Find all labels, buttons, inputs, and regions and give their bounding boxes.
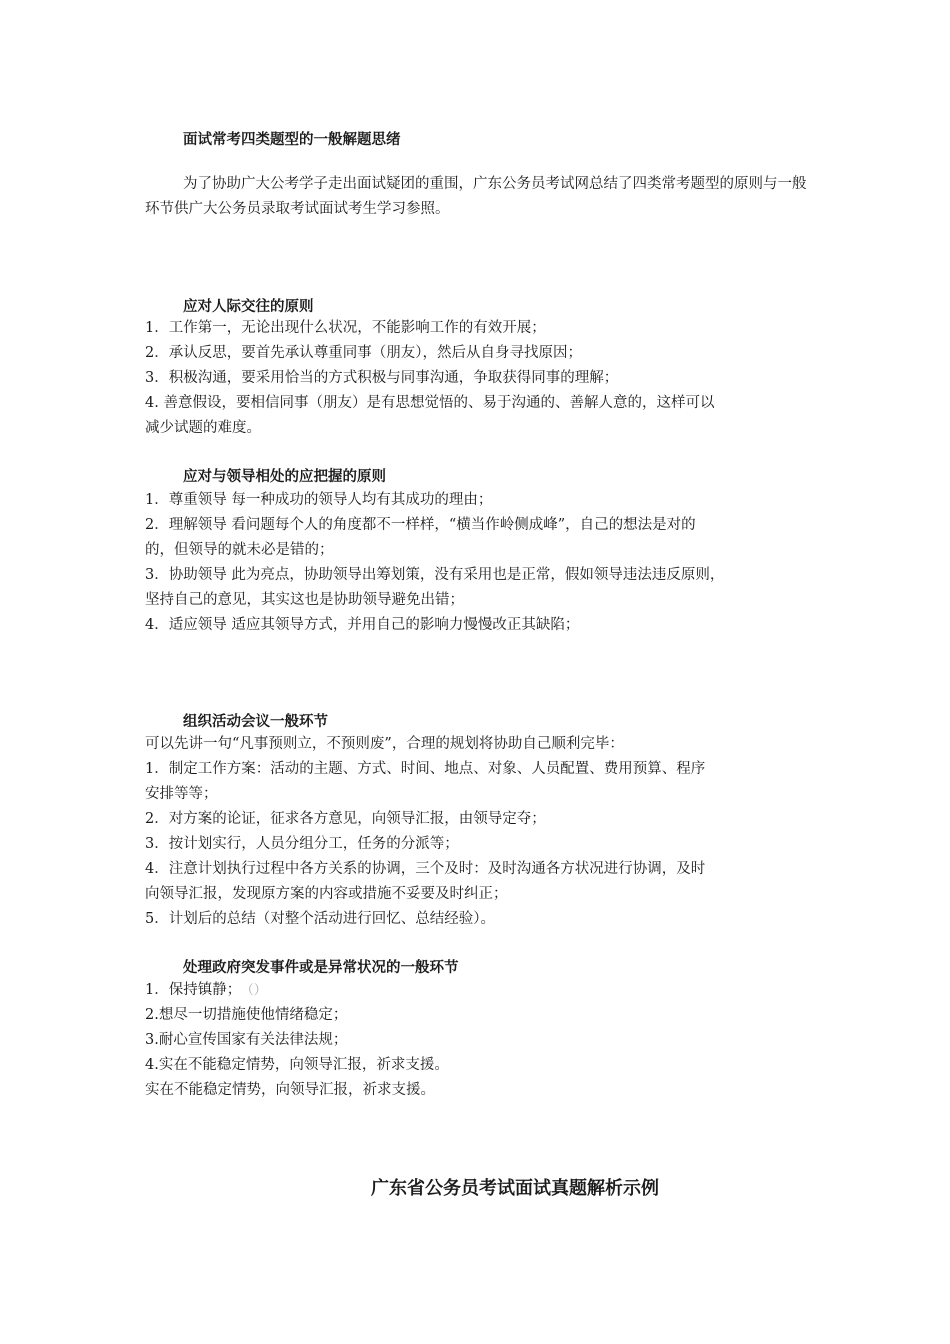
list-item: 4.实在不能稳定情势，向领导汇报，祈求支援。 — [145, 1057, 449, 1073]
footer-section-title: 广东省公务员考试面试真题解析示例 — [371, 1178, 659, 1199]
list-item: 3.耐心宣传国家有关法律法规； — [145, 1032, 348, 1048]
intro-title: 面试常考四类题型的一般解题思绪 — [183, 132, 401, 148]
list-item: 安排等等； — [145, 786, 218, 802]
intro-paragraph: 为了协助广大公考学子走出面试疑团的重围，广东公务员考试网总结了四类常考题型的原则与一般环节供广大公务员录取考试面试考生学习参照。 — [145, 176, 807, 217]
list-item: 1．工作第一，无论出现什么状况，不能影响工作的有效开展； — [145, 320, 546, 336]
section-title-organize-activity: 组织活动会议一般环节 — [183, 714, 328, 730]
list-item: 4. 善意假设，要相信同事（朋友）是有思想觉悟的、易于沟通的、善解人意的，这样可以 — [145, 395, 715, 411]
list-item: 4．适应领导 适应其领导方式，并用自己的影响力慢慢改正其缺陷； — [145, 617, 580, 633]
placeholder-mark: （） — [247, 983, 267, 998]
list-item: 2．对方案的论证，征求各方意见，向领导汇报，由领导定夺； — [145, 811, 546, 827]
list-item: 2．理解领导 看问题每个人的角度都不一样样，“横当作岭侧成峰”，自己的想法是对的 — [145, 517, 696, 533]
list-item: 3．按计划实行，人员分组分工，任务的分派等； — [145, 836, 459, 852]
list-item: 1．尊重领导 每一种成功的领导人均有其成功的理由； — [145, 492, 493, 508]
list-item — [145, 980, 267, 1001]
list-item-text: 1．保持镇静； — [145, 982, 242, 998]
list-item: 的，但领导的就未必是错的； — [145, 542, 334, 558]
list-item: 2.想尽一切措施使他情绪稳定； — [145, 1007, 348, 1023]
section-title-leadership: 应对与领导相处的应把握的原则 — [183, 469, 386, 485]
section-title-interpersonal: 应对人际交往的原则 — [183, 299, 314, 315]
list-item: 向领导汇报，发现原方案的内容或措施不妥要及时纠正； — [145, 886, 508, 902]
list-item: 4．注意计划执行过程中各方关系的协调，三个及时：及时沟通各方状况进行协调，及时 — [145, 861, 706, 877]
list-item: 5．计划后的总结（对整个活动进行回忆、总结经验）。 — [145, 911, 495, 927]
list-item: 减少试题的难度。 — [145, 420, 261, 436]
list-item: 3．协助领导 此为亮点，协助领导出筹划策，没有采用也是正常，假如领导违法违反原则， — [145, 567, 725, 583]
list-item: 1．制定工作方案：活动的主题、方式、时间、地点、对象、人员配置、费用预算、程序 — [145, 761, 706, 777]
list-item: 2．承认反思，要首先承认尊重同事（朋友），然后从自身寻找原因； — [145, 345, 582, 361]
list-item: 可以先讲一句“凡事预则立，不预则废”，合理的规划将协助自己顺利完毕： — [145, 736, 624, 752]
list-item: 3．积极沟通，要采用恰当的方式积极与同事沟通，争取获得同事的理解； — [145, 370, 619, 386]
list-item: 坚持自己的意见，其实这也是协助领导避免出错； — [145, 592, 464, 608]
section-title-emergency: 处理政府突发事件或是异常状况的一般环节 — [183, 960, 459, 976]
list-item: 实在不能稳定情势，向领导汇报，祈求支援。 — [145, 1082, 435, 1098]
